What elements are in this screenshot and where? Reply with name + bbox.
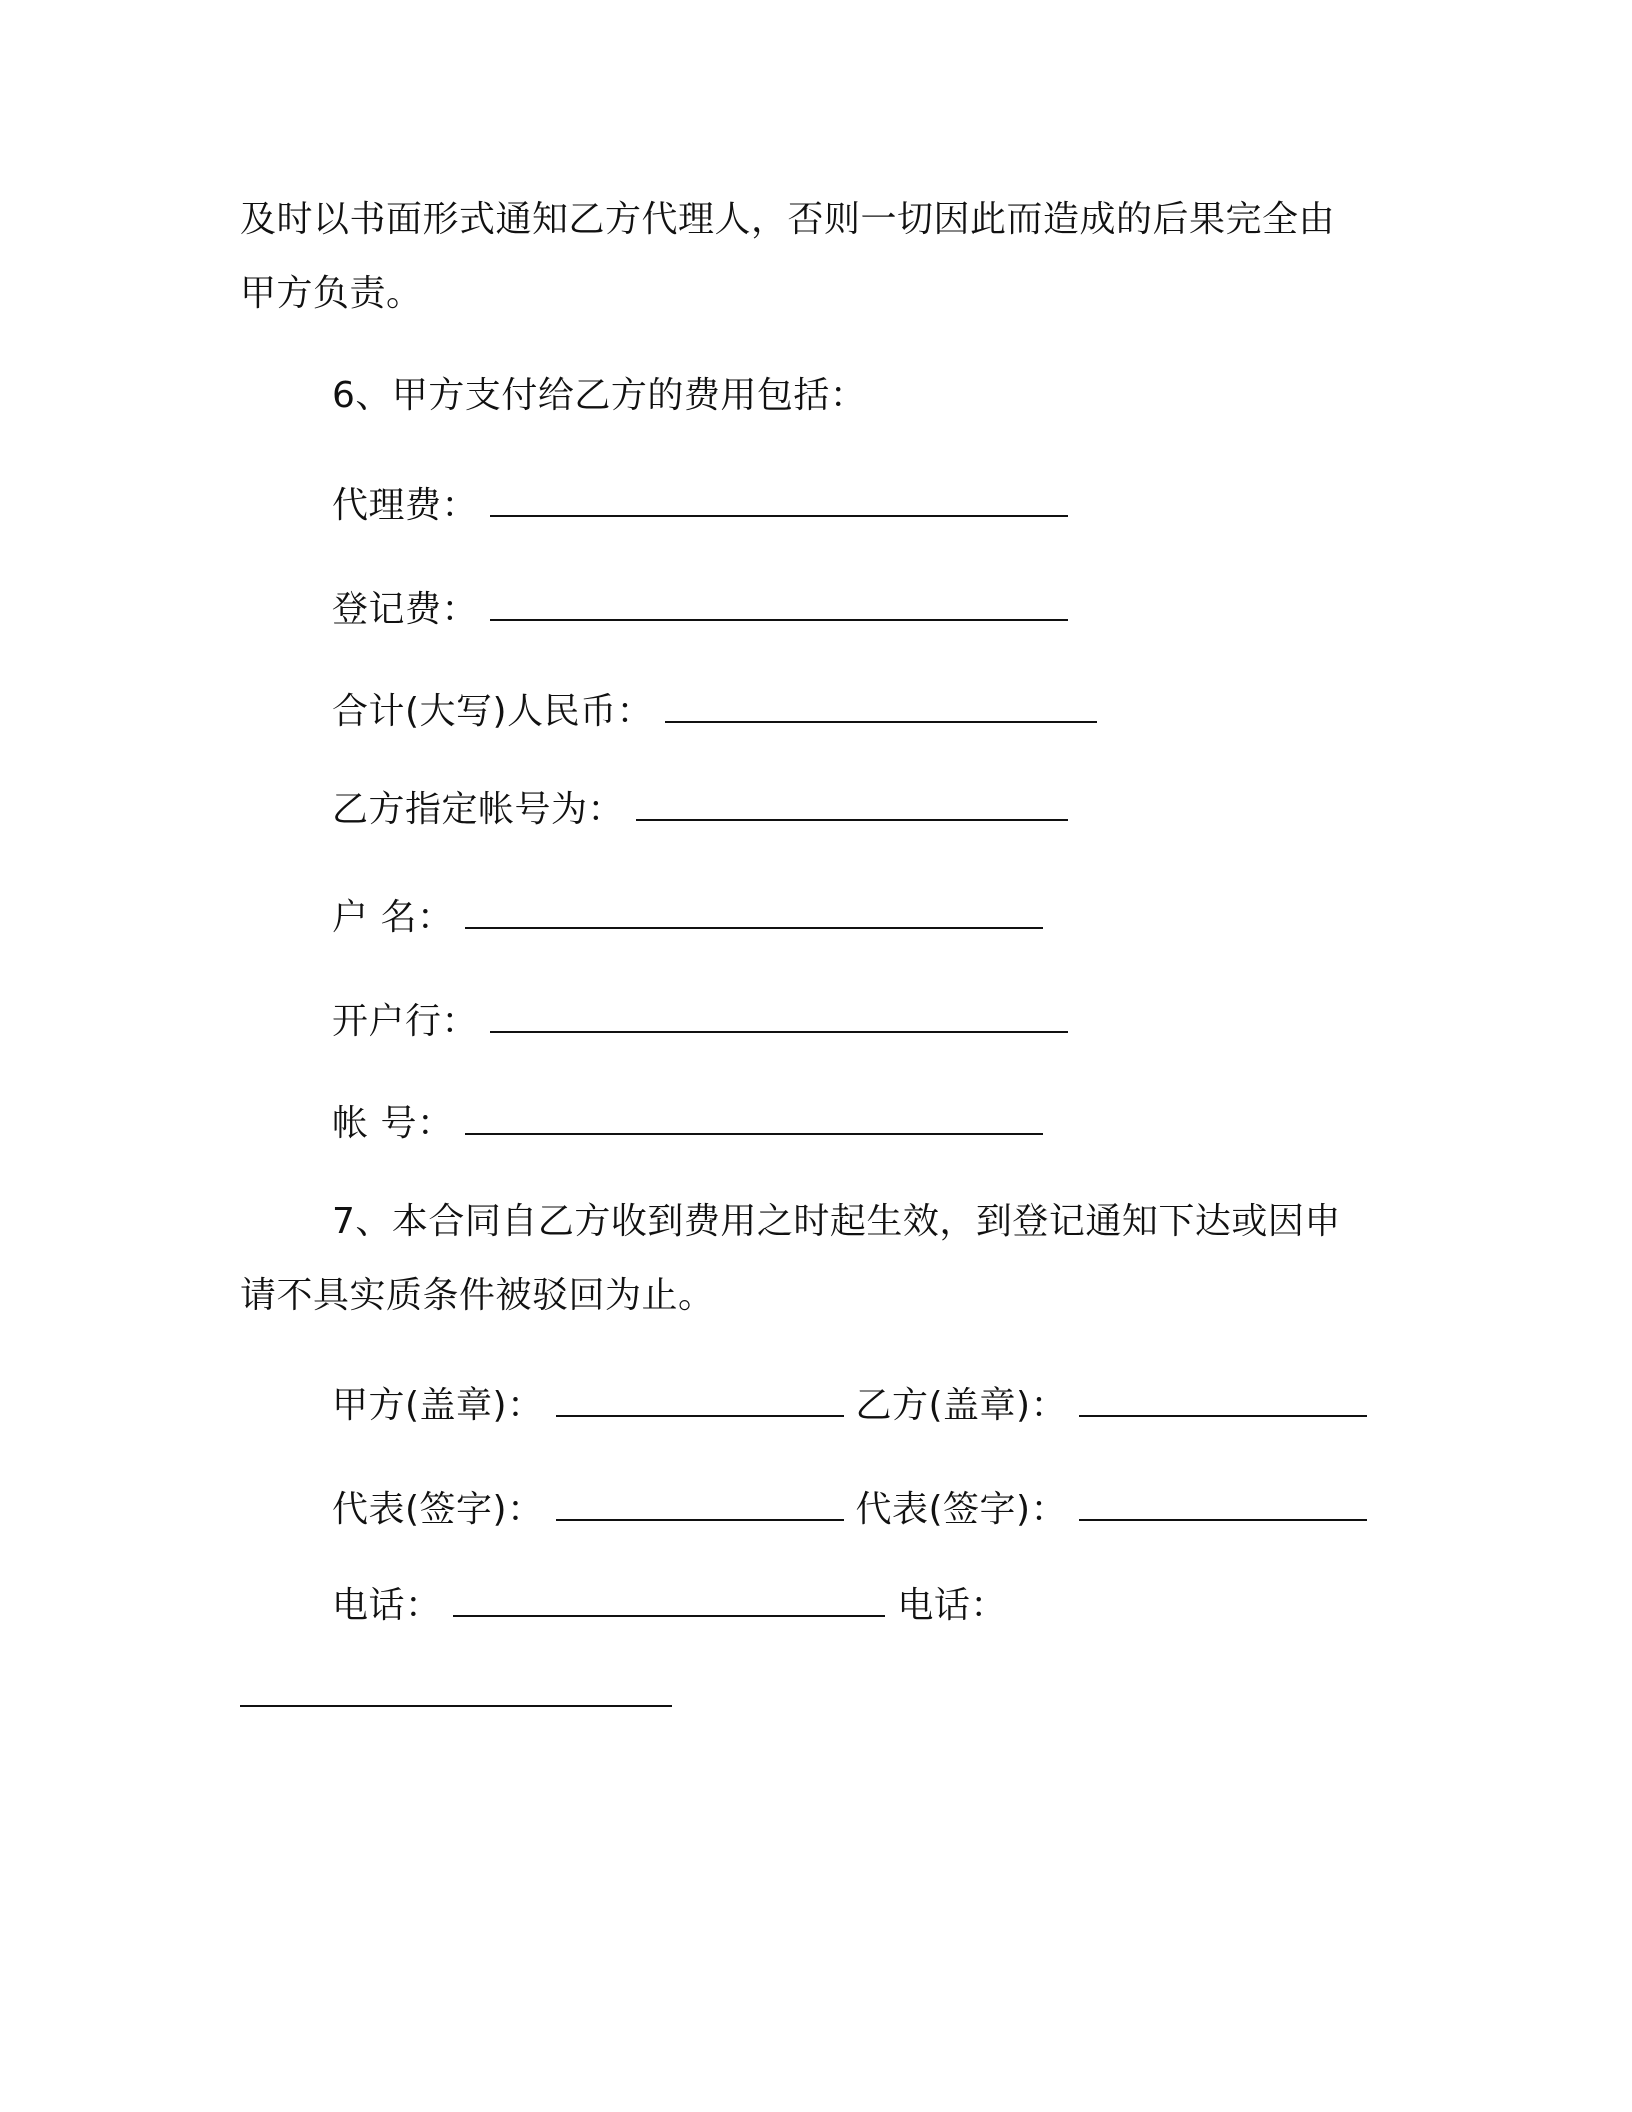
total-rmb-label: 合计(大写)人民币：: [332, 691, 654, 732]
party-a-phone-blank: [453, 1585, 885, 1617]
registration-fee-label: 登记费：: [332, 589, 479, 630]
party-b-phone-blank: [240, 1675, 672, 1707]
phone-row: [332, 1582, 1007, 1630]
agency-fee-row: [332, 482, 1068, 530]
party-b-phone-blank-row: [240, 1672, 672, 1720]
party-b-rep-label: 代表(签字)：: [855, 1489, 1068, 1530]
paragraph-5-text-2: 甲方负责。: [240, 273, 423, 314]
registration-fee-blank: [490, 589, 1068, 621]
party-a-rep-label: 代表(签字)：: [332, 1489, 544, 1530]
account-name-label: 户 名：: [332, 897, 454, 938]
party-a-seal-blank: [556, 1385, 844, 1417]
paragraph-5-line-2: [240, 270, 423, 318]
account-number-blank: [465, 1103, 1043, 1135]
party-b-phone-label: 电话：: [897, 1585, 1007, 1626]
party-b-seal-blank: [1079, 1385, 1367, 1417]
clause-6-heading: [332, 372, 866, 420]
total-rmb-row: [332, 688, 1097, 736]
party-a-seal-label: 甲方(盖章)：: [332, 1385, 544, 1426]
account-number-row: [332, 1100, 1043, 1148]
bank-label: 开户行：: [332, 1001, 479, 1042]
clause-7-line-2: [240, 1272, 715, 1320]
clause-7-text-2: 请不具实质条件被驳回为止。: [240, 1275, 715, 1316]
designated-account-label: 乙方指定帐号为：: [332, 789, 625, 830]
clause-6-heading-text: 6、甲方支付给乙方的费用包括：: [332, 375, 867, 416]
paragraph-5-text-1: 及时以书面形式通知乙方代理人，否则一切因此而造成的后果完全由: [240, 199, 1336, 240]
account-name-blank: [465, 897, 1043, 929]
designated-account-row: [332, 786, 1068, 834]
paragraph-5-line-1: [240, 196, 1335, 244]
party-b-rep-blank: [1079, 1489, 1367, 1521]
bank-row: [332, 998, 1068, 1046]
clause-7-text-1: 7、本合同自乙方收到费用之时起生效，到登记通知下达或因申: [332, 1201, 1341, 1242]
account-number-label: 帐 号：: [332, 1103, 454, 1144]
registration-fee-row: [332, 586, 1068, 634]
party-a-phone-label: 电话：: [332, 1585, 442, 1626]
representative-row: [332, 1486, 1367, 1534]
seal-row: [332, 1382, 1367, 1430]
clause-7-line-1: [332, 1198, 1341, 1246]
bank-blank: [490, 1001, 1068, 1033]
agency-fee-label: 代理费：: [332, 485, 479, 526]
agency-fee-blank: [490, 485, 1068, 517]
account-name-row: [332, 894, 1043, 942]
party-a-rep-blank: [556, 1489, 844, 1521]
party-b-seal-label: 乙方(盖章)：: [855, 1385, 1068, 1426]
total-rmb-blank: [665, 691, 1097, 723]
designated-account-blank: [636, 789, 1068, 821]
